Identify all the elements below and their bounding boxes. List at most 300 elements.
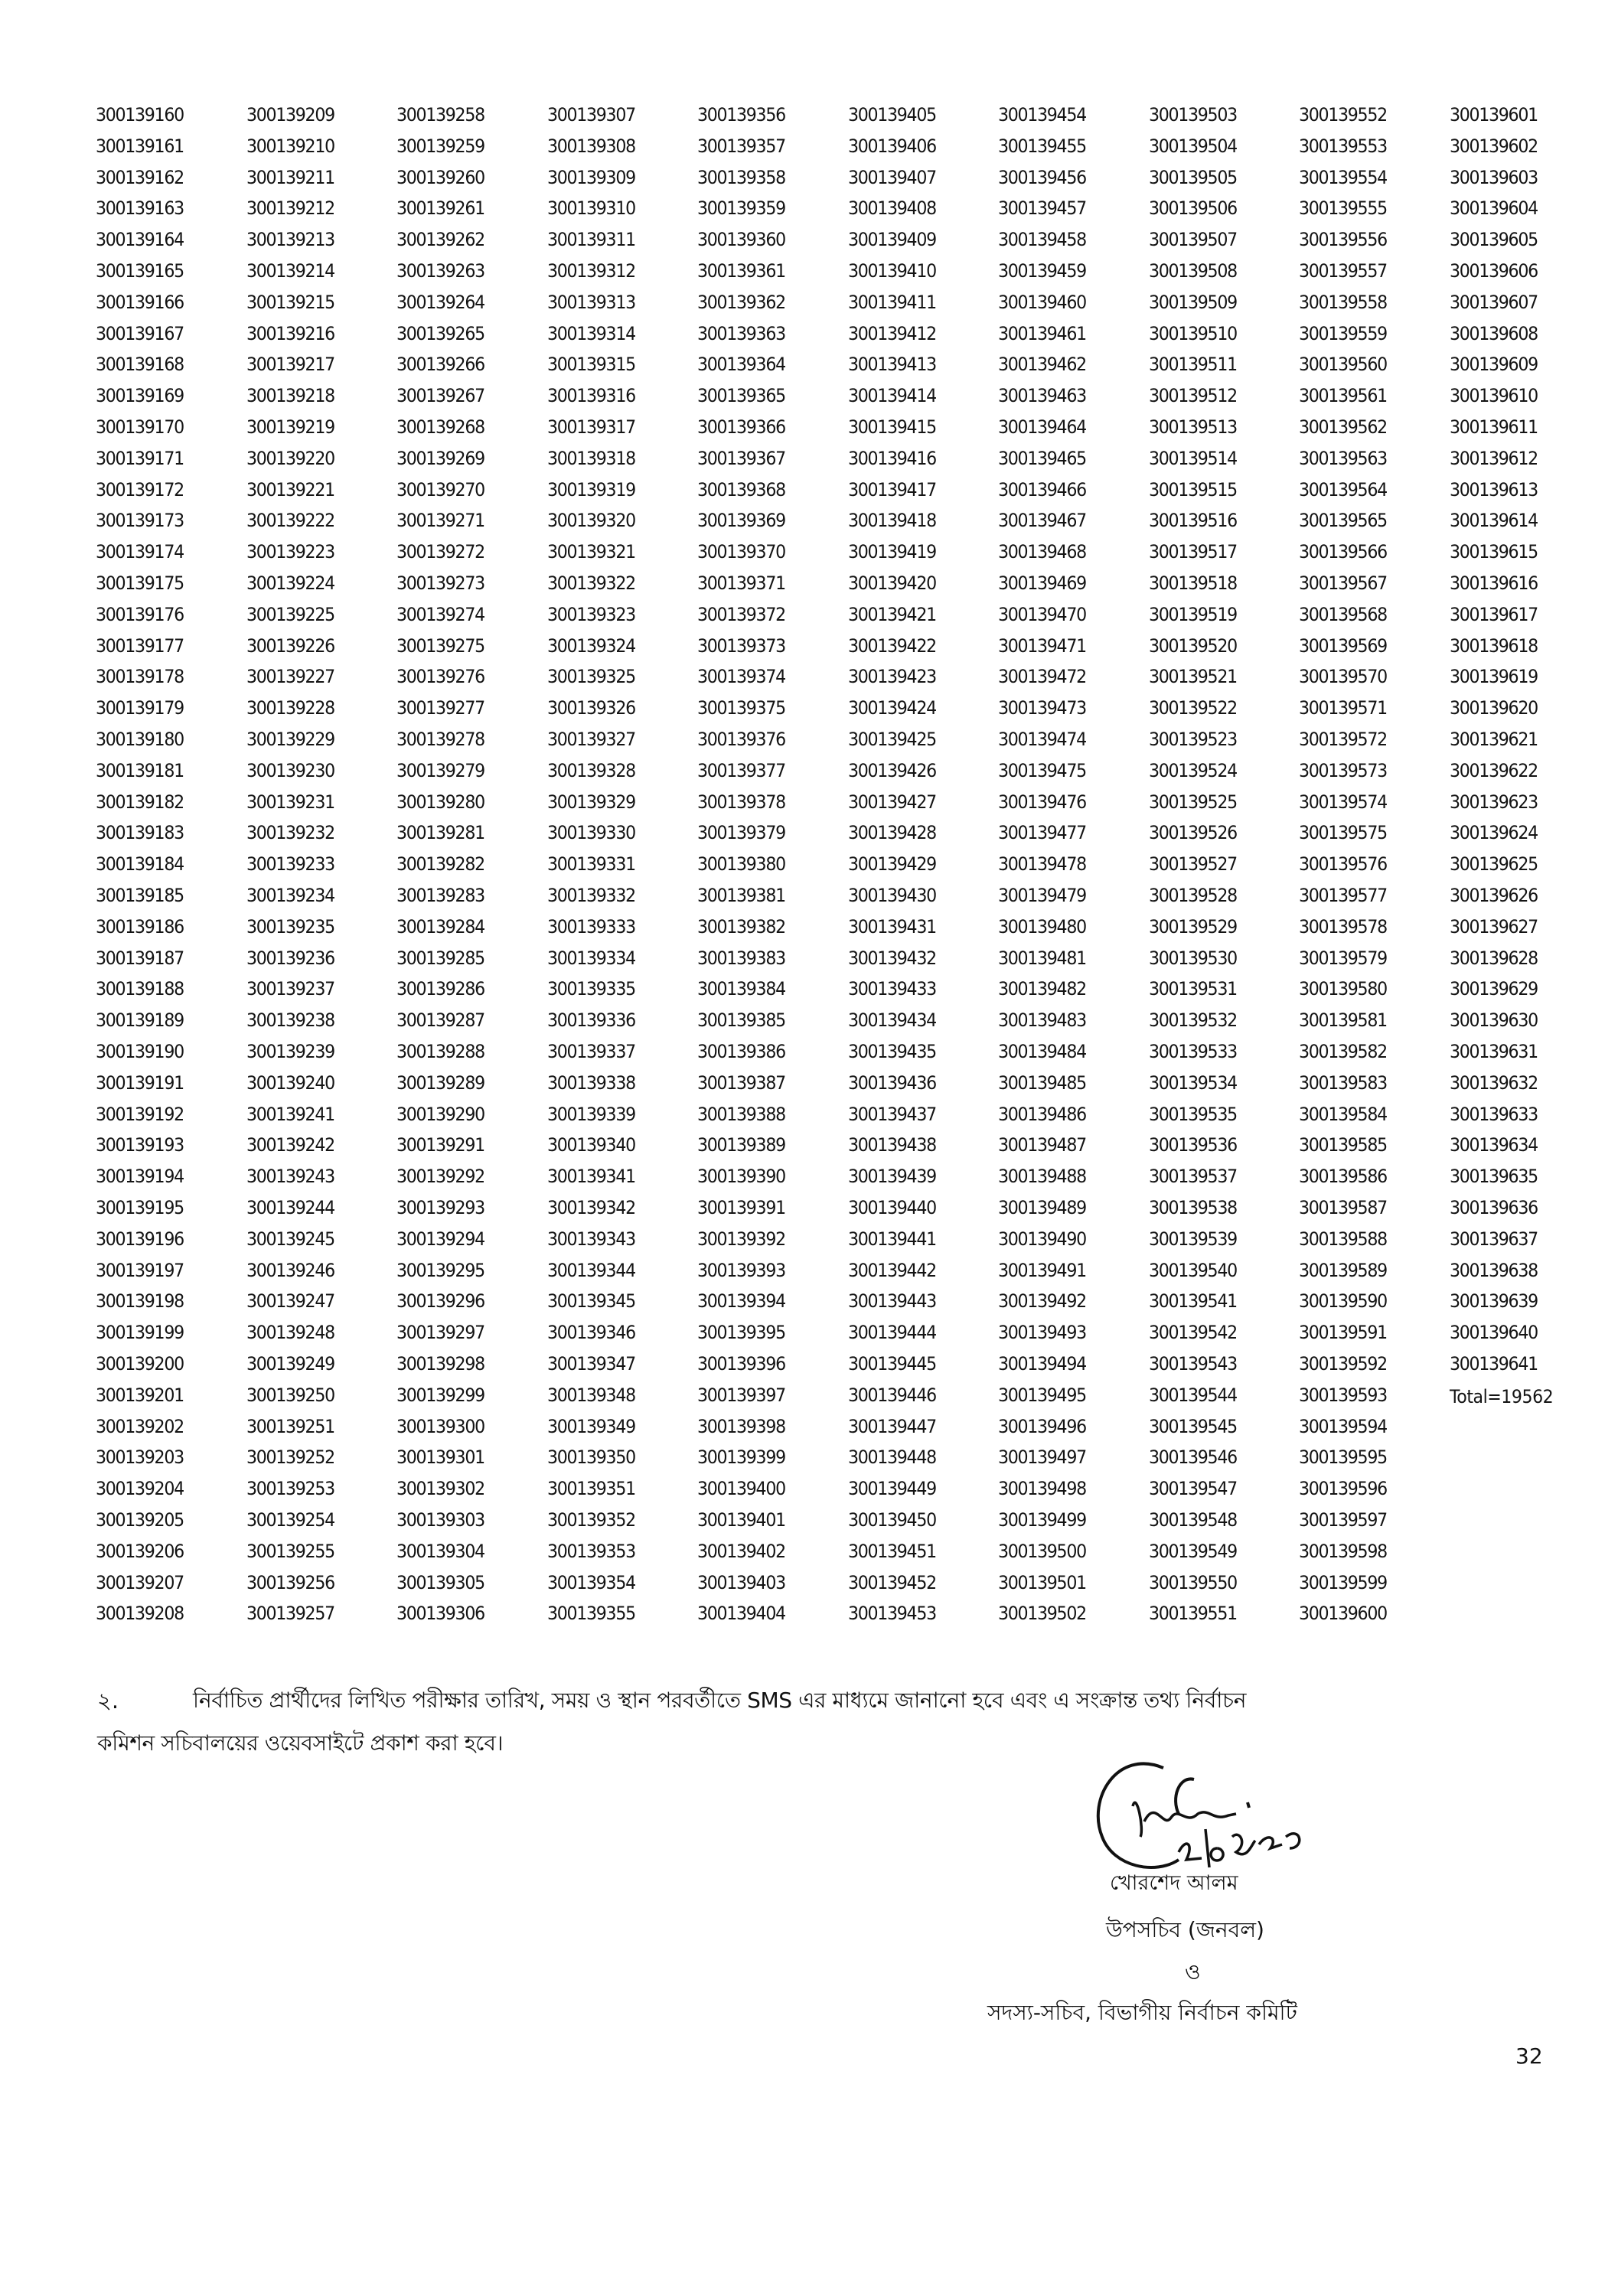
roll-number: 300139615 (1449, 541, 1538, 563)
roll-number: 300139202 (96, 1415, 184, 1437)
roll-number: 300139194 (96, 1166, 184, 1188)
roll-number: 300139342 (546, 1197, 635, 1218)
roll-number: 300139412 (847, 322, 936, 344)
roll-number: 300139373 (697, 634, 785, 657)
roll-number: 300139355 (546, 1603, 635, 1625)
roll-number: 300139303 (396, 1509, 484, 1531)
roll-number: 300139205 (96, 1509, 184, 1531)
roll-number: 300139479 (998, 885, 1086, 906)
roll-number: 300139489 (998, 1197, 1086, 1218)
roll-number: 300139424 (847, 697, 936, 719)
roll-number: 300139333 (546, 915, 635, 938)
roll-number: 300139370 (697, 541, 785, 563)
roll-number: 300139462 (998, 354, 1086, 376)
roll-number: 300139463 (998, 385, 1086, 407)
roll-number: 300139456 (998, 166, 1086, 188)
roll-number: 300139541 (1148, 1290, 1237, 1313)
roll-number: 300139215 (246, 291, 334, 313)
roll-number: 300139452 (847, 1571, 936, 1593)
roll-number: 300139425 (847, 729, 936, 750)
roll-number: 300139627 (1449, 915, 1538, 938)
roll-number: 300139196 (96, 1228, 184, 1250)
roll-number: 300139352 (546, 1509, 635, 1531)
roll-number: 300139201 (96, 1384, 184, 1406)
roll-number: 300139167 (96, 322, 184, 344)
roll-number: 300139530 (1148, 947, 1237, 969)
roll-number: 300139256 (246, 1571, 334, 1593)
roll-number: 300139633 (1449, 1103, 1538, 1125)
roll-number: 300139445 (847, 1353, 936, 1375)
roll-number: 300139577 (1299, 885, 1387, 906)
roll-number: 300139585 (1299, 1134, 1387, 1156)
handwritten-signature (1072, 1753, 1316, 1883)
roll-number: 300139379 (697, 822, 785, 844)
roll-number: 300139442 (847, 1259, 936, 1281)
roll-number: 300139399 (697, 1446, 785, 1469)
roll-number: 300139174 (96, 541, 184, 563)
roll-number: 300139625 (1449, 853, 1538, 876)
roll-number: 300139469 (998, 572, 1086, 594)
roll-number: 300139288 (396, 1041, 484, 1062)
roll-number: 300139351 (546, 1478, 635, 1500)
roll-number: 300139587 (1299, 1197, 1387, 1218)
roll-number: 300139487 (998, 1134, 1086, 1156)
roll-number: 300139293 (396, 1197, 484, 1218)
roll-number: 300139163 (96, 197, 184, 220)
roll-number: 300139480 (998, 915, 1086, 938)
roll-number: 300139371 (697, 572, 785, 594)
roll-number: 300139605 (1449, 229, 1538, 251)
roll-number: 300139348 (546, 1384, 635, 1406)
roll-number: 300139389 (697, 1134, 785, 1156)
roll-number: 300139347 (546, 1353, 635, 1375)
roll-number: 300139540 (1148, 1259, 1237, 1281)
roll-number: 300139465 (998, 447, 1086, 469)
roll-number: 300139529 (1148, 915, 1237, 938)
roll-number: 300139235 (246, 915, 334, 938)
roll-number: 300139481 (998, 947, 1086, 969)
roll-number: 300139635 (1449, 1166, 1538, 1188)
roll-number: 300139567 (1299, 572, 1387, 594)
page-number: 32 (1515, 2043, 1543, 2069)
roll-number: 300139341 (546, 1166, 635, 1188)
roll-number: 300139332 (546, 885, 635, 906)
roll-number: 300139262 (396, 229, 484, 251)
roll-number: 300139517 (1148, 541, 1237, 563)
roll-number: 300139630 (1449, 1009, 1538, 1032)
roll-number: 300139175 (96, 572, 184, 594)
roll-number: 300139173 (96, 510, 184, 532)
roll-number: 300139258 (396, 104, 484, 126)
roll-number: 300139536 (1148, 1134, 1237, 1156)
roll-number: 300139528 (1148, 885, 1237, 906)
roll-number: 300139400 (697, 1478, 785, 1500)
roll-number: 300139291 (396, 1134, 484, 1156)
roll-number: 300139279 (396, 759, 484, 781)
roll-number: 300139561 (1299, 385, 1387, 407)
roll-number: 300139583 (1299, 1071, 1387, 1094)
roll-number: 300139286 (396, 978, 484, 1000)
roll-number: 300139492 (998, 1290, 1086, 1313)
roll-number: 300139364 (697, 354, 785, 376)
roll-number: 300139624 (1449, 822, 1538, 844)
roll-number: 300139621 (1449, 729, 1538, 750)
roll-number: 300139254 (246, 1509, 334, 1531)
roll-number: 300139280 (396, 791, 484, 813)
roll-number: 300139566 (1299, 541, 1387, 563)
roll-number: 300139473 (998, 697, 1086, 719)
roll-number: 300139161 (96, 135, 184, 157)
roll-number: 300139234 (246, 885, 334, 906)
roll-number: 300139593 (1299, 1384, 1387, 1406)
roll-number: 300139232 (246, 822, 334, 844)
roll-number: 300139411 (847, 291, 936, 313)
roll-number: 300139416 (847, 447, 936, 469)
roll-number: 300139198 (96, 1290, 184, 1313)
roll-number: 300139283 (396, 885, 484, 906)
roll-number: 300139179 (96, 697, 184, 719)
roll-number: 300139314 (546, 322, 635, 344)
roll-number: 300139553 (1299, 135, 1387, 157)
roll-number: 300139421 (847, 603, 936, 625)
roll-number: 300139632 (1449, 1071, 1538, 1094)
roll-number: 300139287 (396, 1009, 484, 1032)
roll-number: 300139570 (1299, 666, 1387, 688)
roll-number: 300139549 (1148, 1540, 1237, 1562)
roll-number: 300139626 (1449, 885, 1538, 906)
roll-number: 300139415 (847, 416, 936, 438)
roll-number: 300139185 (96, 885, 184, 906)
roll-number: 300139482 (998, 978, 1086, 1000)
roll-number: 300139349 (546, 1415, 635, 1437)
roll-number: 300139195 (96, 1197, 184, 1218)
roll-number: 300139211 (246, 166, 334, 188)
roll-number: 300139394 (697, 1290, 785, 1313)
roll-number: 300139361 (697, 260, 785, 282)
roll-number: 300139284 (396, 915, 484, 938)
roll-number: 300139172 (96, 478, 184, 501)
roll-number: 300139316 (546, 385, 635, 407)
roll-number: 300139441 (847, 1228, 936, 1250)
paragraph-line-2: কমিশন সচিবালয়ের ওয়েবসাইটে প্রকাশ করা হবে। (97, 1730, 504, 1756)
roll-number: 300139548 (1148, 1509, 1237, 1531)
roll-number: 300139501 (998, 1571, 1086, 1593)
roll-number: 300139237 (246, 978, 334, 1000)
roll-number: 300139430 (847, 885, 936, 906)
roll-number: 300139296 (396, 1290, 484, 1313)
roll-number: 300139578 (1299, 915, 1387, 938)
roll-number: 300139317 (546, 416, 635, 438)
roll-number: 300139281 (396, 822, 484, 844)
roll-number: 300139346 (546, 1322, 635, 1344)
roll-number: 300139360 (697, 229, 785, 251)
roll-number: 300139365 (697, 385, 785, 407)
roll-number: 300139300 (396, 1415, 484, 1437)
roll-number: 300139571 (1299, 697, 1387, 719)
roll-number: 300139433 (847, 978, 936, 1000)
roll-number: 300139336 (546, 1009, 635, 1032)
roll-number: 300139640 (1449, 1322, 1538, 1344)
roll-number: 300139418 (847, 510, 936, 532)
roll-number: 300139417 (847, 478, 936, 501)
roll-number: 300139310 (546, 197, 635, 220)
roll-number: 300139596 (1299, 1478, 1387, 1500)
roll-number: 300139522 (1148, 697, 1237, 719)
roll-number: 300139472 (998, 666, 1086, 688)
roll-number: 300139257 (246, 1603, 334, 1625)
roll-number: 300139388 (697, 1103, 785, 1125)
roll-number: 300139436 (847, 1071, 936, 1094)
roll-number: 300139466 (998, 478, 1086, 501)
roll-number: 300139505 (1148, 166, 1237, 188)
roll-number: 300139545 (1148, 1415, 1237, 1437)
roll-number: 300139638 (1449, 1259, 1538, 1281)
roll-number: 300139264 (396, 291, 484, 313)
roll-number: 300139344 (546, 1259, 635, 1281)
roll-number: 300139550 (1148, 1571, 1237, 1593)
roll-number: 300139457 (998, 197, 1086, 220)
signatory-conjunction: ও (1185, 1959, 1201, 1985)
roll-number: 300139497 (998, 1446, 1086, 1469)
roll-number: 300139274 (396, 603, 484, 625)
roll-number: 300139244 (246, 1197, 334, 1218)
roll-number: 300139308 (546, 135, 635, 157)
roll-number: 300139414 (847, 385, 936, 407)
roll-number: 300139230 (246, 759, 334, 781)
roll-number: 300139339 (546, 1103, 635, 1125)
roll-number: 300139227 (246, 666, 334, 688)
roll-number: 300139575 (1299, 822, 1387, 844)
roll-number: 300139533 (1148, 1041, 1237, 1062)
roll-number: 300139221 (246, 478, 334, 501)
roll-number: 300139397 (697, 1384, 785, 1406)
roll-number: 300139255 (246, 1540, 334, 1562)
roll-number: 300139290 (396, 1103, 484, 1125)
roll-number: 300139265 (396, 322, 484, 344)
roll-number: 300139507 (1148, 229, 1237, 251)
paragraph-line-1: নির্বাচিত প্রার্থীদের লিখিত পরীক্ষার তারিখ, সময় ও স্থান পরবর্তীতে SMS এর মাধ্যমে জানানো হবে এবং এ সংক্রান্ত তথ্য নির্বাচন (193, 1688, 1247, 1713)
roll-number: 300139331 (546, 853, 635, 876)
roll-number: 300139562 (1299, 416, 1387, 438)
roll-number: 300139398 (697, 1415, 785, 1437)
roll-number: 300139252 (246, 1446, 334, 1469)
roll-number: 300139526 (1148, 822, 1237, 844)
roll-number: 300139223 (246, 541, 334, 563)
roll-number: 300139278 (396, 729, 484, 750)
roll-number: 300139165 (96, 260, 184, 282)
roll-number: 300139212 (246, 197, 334, 220)
roll-number: 300139210 (246, 135, 334, 157)
roll-number: 300139565 (1299, 510, 1387, 532)
roll-number: 300139295 (396, 1259, 484, 1281)
roll-number: 300139407 (847, 166, 936, 188)
roll-number: 300139520 (1148, 634, 1237, 657)
roll-number: 300139478 (998, 853, 1086, 876)
roll-number: 300139498 (998, 1478, 1086, 1500)
roll-number: 300139464 (998, 416, 1086, 438)
roll-number: 300139243 (246, 1166, 334, 1188)
roll-number: 300139499 (998, 1509, 1086, 1531)
roll-number: 300139372 (697, 603, 785, 625)
roll-number: 300139263 (396, 260, 484, 282)
roll-number: 300139301 (396, 1446, 484, 1469)
roll-number: 300139326 (546, 697, 635, 719)
roll-number: 300139563 (1299, 447, 1387, 469)
roll-number: 300139486 (998, 1103, 1086, 1125)
roll-number: 300139447 (847, 1415, 936, 1437)
roll-number: 300139213 (246, 229, 334, 251)
roll-number: 300139222 (246, 510, 334, 532)
roll-number: 300139261 (396, 197, 484, 220)
roll-number: 300139275 (396, 634, 484, 657)
roll-number: 300139376 (697, 729, 785, 750)
roll-number: 300139246 (246, 1259, 334, 1281)
roll-number: 300139358 (697, 166, 785, 188)
roll-number: 300139328 (546, 759, 635, 781)
roll-number: 300139576 (1299, 853, 1387, 876)
roll-number: 300139192 (96, 1103, 184, 1125)
roll-number: 300139197 (96, 1259, 184, 1281)
roll-number: 300139184 (96, 853, 184, 876)
roll-number: 300139380 (697, 853, 785, 876)
roll-number: 300139622 (1449, 759, 1538, 781)
roll-number: 300139444 (847, 1322, 936, 1344)
roll-number: 300139387 (697, 1071, 785, 1094)
roll-number: 300139564 (1299, 478, 1387, 501)
roll-number: 300139623 (1449, 791, 1538, 813)
roll-number: 300139431 (847, 915, 936, 938)
roll-number: 300139509 (1148, 291, 1237, 313)
roll-number: 300139247 (246, 1290, 334, 1313)
roll-number: 300139502 (998, 1603, 1086, 1625)
roll-number: 300139403 (697, 1571, 785, 1593)
roll-number: 300139292 (396, 1166, 484, 1188)
roll-number: 300139460 (998, 291, 1086, 313)
roll-number: 300139573 (1299, 759, 1387, 781)
roll-number: 300139594 (1299, 1415, 1387, 1437)
roll-number: 300139268 (396, 416, 484, 438)
roll-number: 300139260 (396, 166, 484, 188)
roll-number: 300139408 (847, 197, 936, 220)
roll-number: 300139216 (246, 322, 334, 344)
roll-number: 300139592 (1299, 1353, 1387, 1375)
roll-number: 300139409 (847, 229, 936, 251)
roll-number: 300139405 (847, 104, 936, 126)
roll-number: 300139312 (546, 260, 635, 282)
roll-number: 300139240 (246, 1071, 334, 1094)
roll-number: 300139618 (1449, 634, 1538, 657)
roll-number: 300139324 (546, 634, 635, 657)
roll-number: 300139208 (96, 1603, 184, 1625)
roll-number: 300139217 (246, 354, 334, 376)
roll-number: 300139271 (396, 510, 484, 532)
roll-number: 300139420 (847, 572, 936, 594)
roll-number: 300139611 (1449, 416, 1538, 438)
roll-number: 300139369 (697, 510, 785, 532)
roll-number: 300139419 (847, 541, 936, 563)
roll-number: 300139569 (1299, 634, 1387, 657)
roll-number: 300139515 (1148, 478, 1237, 501)
roll-number: 300139641 (1449, 1353, 1538, 1375)
roll-number: 300139542 (1148, 1322, 1237, 1344)
roll-number: 300139377 (697, 759, 785, 781)
roll-number: 300139272 (396, 541, 484, 563)
roll-number: 300139454 (998, 104, 1086, 126)
roll-number: 300139315 (546, 354, 635, 376)
roll-number: 300139395 (697, 1322, 785, 1344)
roll-number: 300139162 (96, 166, 184, 188)
roll-number: 300139362 (697, 291, 785, 313)
roll-number: 300139559 (1299, 322, 1387, 344)
roll-number: 300139603 (1449, 166, 1538, 188)
roll-number: 300139277 (396, 697, 484, 719)
roll-number: 300139554 (1299, 166, 1387, 188)
roll-number: 300139229 (246, 729, 334, 750)
roll-number: 300139606 (1449, 260, 1538, 282)
roll-number: 300139245 (246, 1228, 334, 1250)
roll-number: 300139631 (1449, 1041, 1538, 1062)
roll-number: 300139304 (396, 1540, 484, 1562)
roll-number: 300139337 (546, 1041, 635, 1062)
roll-number: 300139350 (546, 1446, 635, 1469)
roll-number: 300139204 (96, 1478, 184, 1500)
roll-number: 300139543 (1148, 1353, 1237, 1375)
roll-number: 300139322 (546, 572, 635, 594)
roll-number: 300139547 (1148, 1478, 1237, 1500)
roll-number: 300139320 (546, 510, 635, 532)
roll-number: 300139289 (396, 1071, 484, 1094)
roll-number: 300139321 (546, 541, 635, 563)
roll-number: 300139298 (396, 1353, 484, 1375)
roll-number: 300139532 (1148, 1009, 1237, 1032)
roll-number: 300139428 (847, 822, 936, 844)
roll-number: 300139560 (1299, 354, 1387, 376)
roll-number: 300139171 (96, 447, 184, 469)
roll-number: 300139434 (847, 1009, 936, 1032)
roll-number: 300139503 (1148, 104, 1237, 126)
roll-number: 300139241 (246, 1103, 334, 1125)
roll-number: 300139523 (1148, 729, 1237, 750)
roll-number: 300139580 (1299, 978, 1387, 1000)
roll-number: 300139269 (396, 447, 484, 469)
roll-number: 300139206 (96, 1540, 184, 1562)
roll-number: 300139506 (1148, 197, 1237, 220)
roll-number: 300139500 (998, 1540, 1086, 1562)
roll-number: 300139294 (396, 1228, 484, 1250)
roll-number: 300139338 (546, 1071, 635, 1094)
roll-number: 300139231 (246, 791, 334, 813)
roll-number: 300139511 (1148, 354, 1237, 376)
roll-number: 300139508 (1148, 260, 1237, 282)
roll-number: 300139335 (546, 978, 635, 1000)
roll-number: 300139393 (697, 1259, 785, 1281)
roll-number: 300139199 (96, 1322, 184, 1344)
roll-number: 300139616 (1449, 572, 1538, 594)
roll-number: 300139558 (1299, 291, 1387, 313)
roll-number: 300139386 (697, 1041, 785, 1062)
roll-number: 300139207 (96, 1571, 184, 1593)
roll-number: 300139169 (96, 385, 184, 407)
roll-number: 300139546 (1148, 1446, 1237, 1469)
roll-number: 300139607 (1449, 291, 1538, 313)
roll-number: 300139490 (998, 1228, 1086, 1250)
roll-number: 300139557 (1299, 260, 1387, 282)
roll-number: 300139193 (96, 1134, 184, 1156)
roll-number: 300139617 (1449, 603, 1538, 625)
roll-number: 300139267 (396, 385, 484, 407)
roll-number: 300139390 (697, 1166, 785, 1188)
roll-number: 300139513 (1148, 416, 1237, 438)
